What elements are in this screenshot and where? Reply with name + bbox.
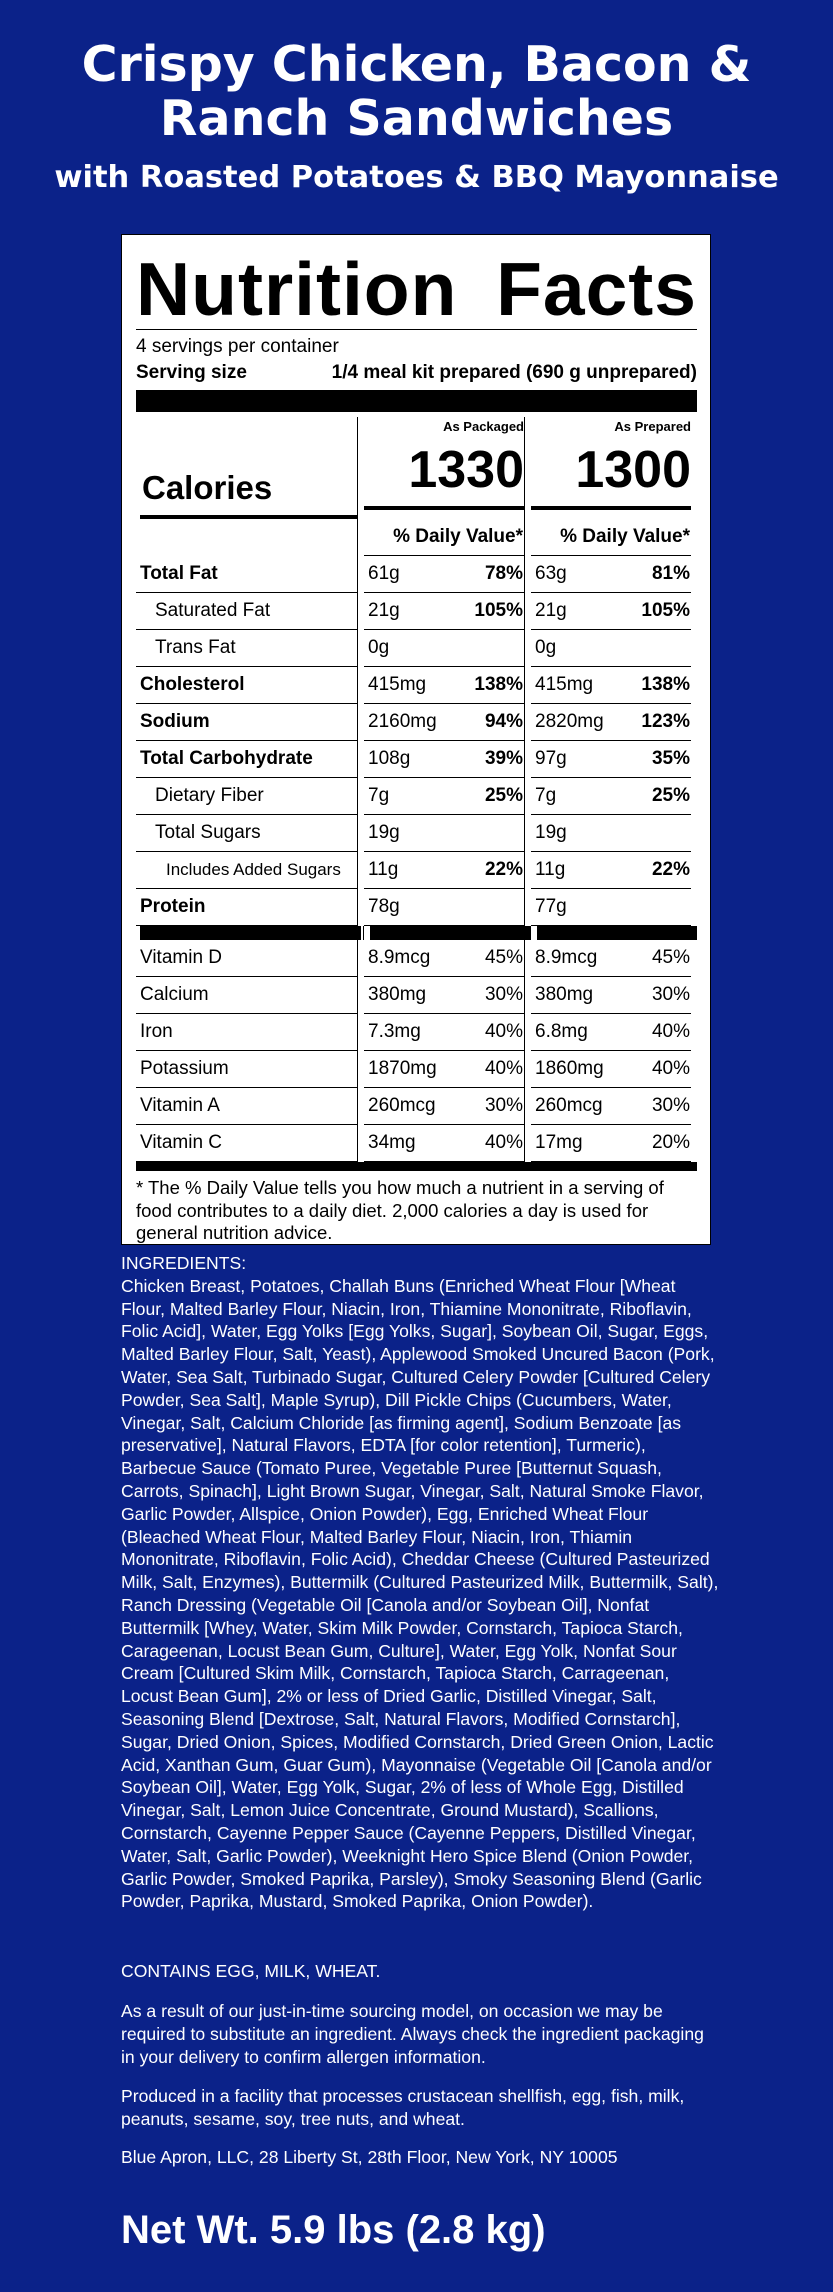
prepared-calories-cell (531, 417, 691, 519)
servings-per-container: 4 servings per container (136, 336, 339, 357)
prepared-value-cell (531, 593, 691, 630)
column-divider (357, 940, 364, 977)
packaged-value-cell (364, 1088, 524, 1125)
nutrition-facts-title-word-1: Nutrition (136, 247, 458, 331)
prepared-value-cell (531, 778, 691, 815)
packaged-daily-value: 105% (474, 600, 523, 621)
packaged-value-cell (364, 704, 524, 741)
title-line-2: Ranch Sandwiches (159, 90, 674, 147)
empty-cell (136, 519, 357, 556)
net-weight: Net Wt. 5.9 lbs (2.8 kg) (121, 2208, 546, 2252)
packaged-daily-value: 138% (474, 674, 523, 695)
prepared-daily-value: 35% (651, 748, 690, 769)
nutrient-row (136, 704, 697, 741)
product-title (0, 0, 833, 146)
packaged-value-cell (364, 977, 524, 1014)
prepared-calories: 1300 (575, 441, 691, 499)
prepared-amount: 1860mg (535, 1058, 604, 1079)
column-divider (357, 778, 364, 815)
prepared-daily-value: 105% (641, 600, 690, 621)
column-divider (357, 519, 364, 556)
nutrient-name: Dietary Fiber (136, 778, 357, 815)
nutrient-row (136, 630, 697, 667)
prepared-value-cell (531, 741, 691, 778)
daily-value-header: % Daily Value* (364, 519, 524, 556)
packaged-daily-value: 22% (484, 859, 523, 880)
prepared-daily-value: 22% (651, 859, 690, 880)
packaged-value-cell (364, 556, 524, 593)
serving-size (136, 362, 697, 384)
column-divider (363, 926, 370, 940)
packaged-amount: 1870mg (368, 1058, 437, 1079)
column-divider (524, 940, 531, 977)
serving-size-value: 1/4 meal kit prepared (690 g unprepared) (331, 362, 697, 383)
packaged-value-cell (364, 1125, 524, 1162)
thick-divider-row (136, 926, 697, 940)
nutrition-facts-title-word-2: Facts (496, 247, 697, 331)
column-divider (357, 1088, 364, 1125)
prepared-amount: 63g (535, 563, 567, 584)
packaged-daily-value: 40% (484, 1021, 523, 1042)
nutrient-name: Vitamin A (136, 1088, 357, 1125)
nutrient-row (136, 593, 697, 630)
prepared-amount: 7g (535, 785, 557, 806)
nutrient-row (136, 556, 697, 593)
packaged-amount: 11g (368, 859, 399, 880)
ingredients-section (121, 1252, 721, 1913)
column-divider (357, 977, 364, 1014)
divider (364, 506, 524, 510)
calories-label-cell (136, 417, 357, 519)
prepared-value-cell (531, 667, 691, 704)
packaged-daily-value: 39% (484, 748, 523, 769)
nutrition-facts-title (136, 249, 697, 329)
column-divider (357, 667, 364, 704)
packaged-amount: 7g (368, 785, 390, 806)
prepared-amount: 19g (535, 822, 567, 843)
nutrient-name: Vitamin D (136, 940, 357, 977)
prepared-daily-value: 25% (651, 785, 690, 806)
column-divider (357, 741, 364, 778)
packaged-value-cell (364, 815, 524, 852)
packaged-value-cell (364, 778, 524, 815)
column-divider (357, 889, 364, 926)
column-divider (357, 630, 364, 667)
column-divider (524, 815, 531, 852)
prepared-amount: 11g (535, 859, 566, 880)
thick-divider (370, 926, 530, 940)
column-divider (524, 889, 531, 926)
nutrient-name: Iron (136, 1014, 357, 1051)
prepared-value-cell (531, 1051, 691, 1088)
prepared-value-cell (531, 1125, 691, 1162)
column-divider (357, 593, 364, 630)
prepared-amount: 97g (535, 748, 567, 769)
vitamin-row (136, 1014, 697, 1051)
vitamin-row (136, 1125, 697, 1162)
packaged-value-cell (364, 741, 524, 778)
packaged-amount: 21g (368, 600, 400, 621)
ingredients-text: Chicken Breast, Potatoes, Challah Buns (Enriched Wheat Flour [Wheat Flour, Malted Barley Flour, Niacin, Iron, Thiamine Mononitrate, Riboflavin, Folic Acid], Water, Egg Yolks [Egg Yolks, Sugar], Soybean Oil, Sugar, Eggs, Malted Barley Flour, Salt, Yeast), Applewood Smoked Uncured Bacon (Pork, Water, Sea Salt, Turbinado Sugar, Cultured Celery Powder [Cultured Celery Powder, Sea Salt], Maple Syrup), Dill Pickle Chips (Cucumbers, Water, Vinegar, Salt, Calcium Chloride [as firming agent], Sodium Benzoate [as preservative], Natural Flavors, EDTA [for color retention], Turmeric), Barbecue Sauce (Tomato Puree, Vegetable Puree [Butternut Squash, Carrots, Spinach], Light Brown Sugar, Vinegar, Salt, Natural Smoke Flavor, Garlic Powder, Allspice, Onion Powder), Egg, Enriched Wheat Flour (Bleached Wheat Flour, Malted Barley Flour, Niacin, Iron, Thiamin Mononitrate, Riboflavin, Folic Acid), Cheddar Cheese (Cultured Pasteurized Milk, Salt, Enzymes), Buttermilk (Cultured Pasteurized Milk, Buttermilk, Salt), Ranch Dressing (Vegetable Oil [Canola and/or Soybean Oil], Nonfat Buttermilk [Whey, Water, Skim Milk Powder, Cornstarch, Tapioca Starch, Carageenan, Locust Bean Gum, Culture], Water, Egg Yolk, Nonfat Sour Cream [Cultured Skim Milk, Cornstarch, Tapioca Starch, Carrageenan, Locust Bean Gum], 2% or less of Dried Garlic, Distilled Vinegar, Salt, Seasoning Blend [Dextrose, Salt, Natural Flavors, Modified Cornstarch], Sugar, Dried Onion, Spices, Modified Cornstarch, Dried Green Onion, Lactic Acid, Xanthan Gum, Guar Gum), Mayonnaise (Vegetable Oil [Canola and/or Soybean Oil], Water, Egg Yolk, Sugar, 2% of less of Whole Egg, Distilled Vinegar, Salt, Lemon Juice Concentrate, Ground Mustard), Scallions, Cornstarch, Cayenne Pepper Sauce (Cayenne Peppers, Distilled Vinegar, Water, Salt, Garlic Powder), Weeknight Hero Spice Blend (Onion Powder, Garlic Powder, Smoked Paprika, Parsley), Smoky Seasoning Blend (Garlic Powder, Paprika, Mustard, Smoked Paprika, Onion Powder). (121, 1275, 719, 1912)
prepared-amount: 2820mg (535, 711, 604, 732)
column-divider (524, 519, 531, 556)
packaged-calories: 1330 (408, 441, 524, 499)
column-divider (357, 1014, 364, 1051)
packaged-amount: 7.3mg (368, 1021, 421, 1042)
nutrient-name: Total Carbohydrate (136, 741, 357, 778)
prepared-amount: 17mg (535, 1132, 583, 1153)
packaged-daily-value: 40% (484, 1132, 523, 1153)
prepared-value-cell (531, 1014, 691, 1051)
daily-value-header-row (136, 519, 697, 556)
page-title (0, 0, 833, 195)
thick-divider (140, 926, 361, 940)
packaged-amount: 380mg (368, 984, 427, 1005)
prepared-amount: 415mg (535, 674, 594, 695)
daily-value-header: % Daily Value* (531, 519, 691, 556)
packaged-value-cell (364, 1051, 524, 1088)
packaged-value-cell (364, 667, 524, 704)
packaged-value-cell (364, 593, 524, 630)
calories-row (136, 417, 697, 519)
packaged-amount: 78g (368, 896, 400, 917)
prepared-amount: 380mg (535, 984, 594, 1005)
prepared-header: As Prepared (614, 419, 691, 434)
thick-divider (537, 926, 697, 940)
nutrient-name: Trans Fat (136, 630, 357, 667)
nutrient-row (136, 741, 697, 778)
vitamin-row (136, 1088, 697, 1125)
nutrient-name: Protein (136, 889, 357, 926)
thick-divider (136, 1162, 697, 1171)
vitamin-row (136, 940, 697, 977)
prepared-daily-value: 30% (651, 984, 690, 1005)
nutrient-table (136, 417, 697, 1162)
column-divider (524, 977, 531, 1014)
company-address: Blue Apron, LLC, 28 Liberty St, 28th Floor, New York, NY 10005 (121, 2147, 618, 2167)
packaged-amount: 19g (368, 822, 400, 843)
column-divider (357, 556, 364, 593)
nutrient-name: Total Fat (136, 556, 357, 593)
packaged-header: As Packaged (443, 419, 524, 434)
prepared-value-cell (531, 630, 691, 667)
nutrient-row (136, 889, 697, 926)
vitamin-rows (136, 940, 697, 1162)
column-divider (524, 417, 531, 519)
prepared-value-cell (531, 815, 691, 852)
packaged-amount: 260mcg (368, 1095, 436, 1116)
packaged-value-cell (364, 630, 524, 667)
divider (531, 506, 691, 510)
column-divider (524, 778, 531, 815)
packaged-amount: 61g (368, 563, 400, 584)
title-line-1: Crispy Chicken, Bacon & (81, 36, 752, 93)
calories-label: Calories (142, 469, 273, 506)
prepared-amount: 0g (535, 637, 557, 658)
packaged-daily-value: 78% (484, 563, 523, 584)
prepared-amount: 8.9mcg (535, 947, 598, 968)
nutrient-name: Vitamin C (136, 1125, 357, 1162)
ingredients-heading: INGREDIENTS: (121, 1253, 247, 1273)
nutrient-rows (136, 556, 697, 926)
packaged-daily-value: 30% (484, 1095, 523, 1116)
sourcing-statement: As a result of our just-in-time sourcing model, on occasion we may be required to substitute an ingredient. Always check the ingredient packaging in your delivery to confirm allergen information. (121, 2001, 704, 2067)
column-divider (524, 852, 531, 889)
prepared-value-cell (531, 940, 691, 977)
column-divider (524, 630, 531, 667)
daily-value-footnote: * The % Daily Value tells you how much a nutrient in a serving of food contributes to a daily diet. 2,000 calories a day is used for general nutrition advice. (136, 1177, 664, 1243)
prepared-daily-value: 40% (651, 1021, 690, 1042)
column-divider (530, 926, 537, 940)
prepared-value-cell (531, 977, 691, 1014)
packaged-amount: 108g (368, 748, 411, 769)
column-divider (524, 556, 531, 593)
thick-divider (136, 390, 697, 412)
prepared-daily-value: 138% (641, 674, 690, 695)
nutrient-name: Saturated Fat (136, 593, 357, 630)
nutrient-name: Potassium (136, 1051, 357, 1088)
packaged-value-cell (364, 1014, 524, 1051)
nutrient-name: Includes Added Sugars (136, 852, 357, 889)
facility-statement: Produced in a facility that processes crustacean shellfish, egg, fish, milk, peanuts, sesame, soy, tree nuts, and wheat. (121, 2086, 685, 2129)
vitamin-row (136, 1051, 697, 1088)
allergen-statement: CONTAINS EGG, MILK, WHEAT. (121, 1961, 381, 1981)
column-divider (357, 1051, 364, 1088)
nutrient-name: Calcium (136, 977, 357, 1014)
prepared-daily-value: 45% (651, 947, 690, 968)
prepared-amount: 260mcg (535, 1095, 603, 1116)
packaged-daily-value: 25% (484, 785, 523, 806)
prepared-daily-value: 20% (651, 1132, 690, 1153)
nutrient-row (136, 778, 697, 815)
column-divider (524, 593, 531, 630)
prepared-daily-value: 40% (651, 1058, 690, 1079)
packaged-daily-value: 45% (484, 947, 523, 968)
prepared-value-cell (531, 704, 691, 741)
serving-size-label: Serving size (136, 362, 247, 383)
packaged-daily-value: 94% (484, 711, 523, 732)
column-divider (357, 417, 364, 519)
product-subtitle: with Roasted Potatoes & BBQ Mayonnaise (54, 160, 779, 195)
prepared-daily-value: 30% (651, 1095, 690, 1116)
prepared-value-cell (531, 889, 691, 926)
prepared-value-cell (531, 556, 691, 593)
nutrient-row (136, 852, 697, 889)
nutrient-row (136, 815, 697, 852)
packaged-amount: 0g (368, 637, 390, 658)
prepared-value-cell (531, 1088, 691, 1125)
column-divider (524, 667, 531, 704)
prepared-amount: 6.8mg (535, 1021, 588, 1042)
packaged-value-cell (364, 852, 524, 889)
nutrient-name: Cholesterol (136, 667, 357, 704)
column-divider (357, 852, 364, 889)
column-divider (357, 704, 364, 741)
nutrition-facts-label (121, 234, 711, 1245)
packaged-amount: 2160mg (368, 711, 437, 732)
packaged-amount: 34mg (368, 1132, 416, 1153)
packaged-value-cell (364, 940, 524, 977)
column-divider (524, 1125, 531, 1162)
nutrient-row (136, 667, 697, 704)
prepared-value-cell (531, 852, 691, 889)
packaged-amount: 8.9mcg (368, 947, 431, 968)
vitamin-row (136, 977, 697, 1014)
nutrient-name: Sodium (136, 704, 357, 741)
nutrient-name: Total Sugars (136, 815, 357, 852)
prepared-amount: 21g (535, 600, 567, 621)
prepared-daily-value: 123% (641, 711, 690, 732)
packaged-calories-cell (364, 417, 524, 519)
column-divider (524, 1088, 531, 1125)
packaged-daily-value: 30% (484, 984, 523, 1005)
prepared-daily-value: 81% (651, 563, 690, 584)
prepared-amount: 77g (535, 896, 567, 917)
packaged-value-cell (364, 889, 524, 926)
column-divider (524, 741, 531, 778)
packaged-amount: 415mg (368, 674, 427, 695)
column-divider (524, 704, 531, 741)
packaged-daily-value: 40% (484, 1058, 523, 1079)
column-divider (524, 1014, 531, 1051)
column-divider (357, 815, 364, 852)
column-divider (357, 1125, 364, 1162)
column-divider (524, 1051, 531, 1088)
